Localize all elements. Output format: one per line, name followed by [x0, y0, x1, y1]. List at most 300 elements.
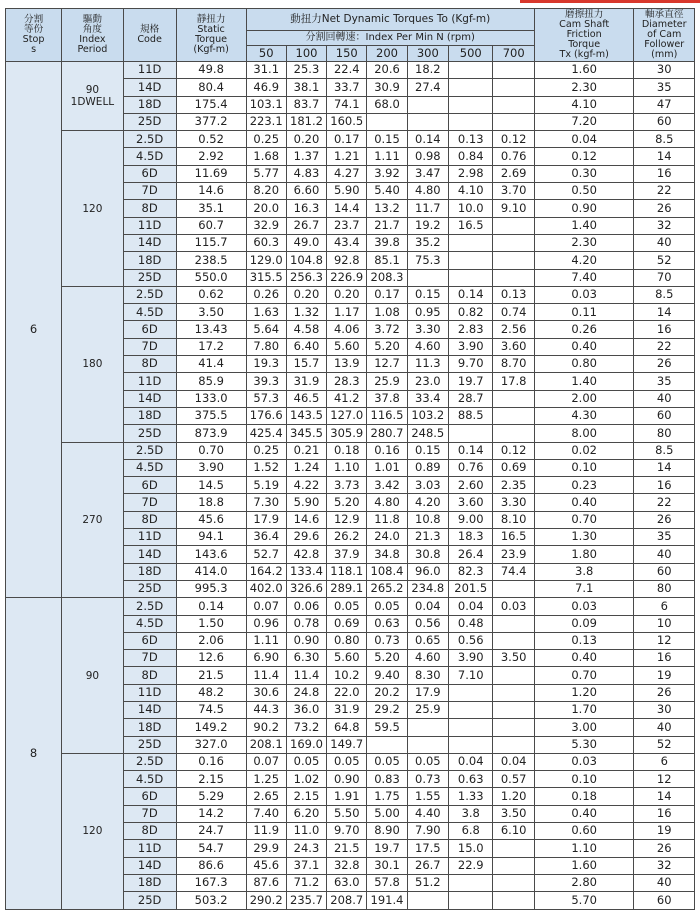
code-cell: 6D [123, 321, 176, 338]
dynamic-torque-cell: 71.2 [286, 874, 326, 891]
dynamic-torque-cell: 26.2 [327, 529, 367, 546]
dynamic-torque-cell: 9.00 [448, 511, 493, 528]
friction-torque-cell: 7.40 [534, 269, 634, 286]
dynamic-torque-cell: 256.3 [286, 269, 326, 286]
dynamic-torque-cell: 64.8 [327, 719, 367, 736]
dynamic-torque-cell: 0.26 [246, 286, 286, 303]
dynamic-torque-cell: 16.3 [286, 200, 326, 217]
dynamic-torque-cell: 5.60 [327, 338, 367, 355]
dynamic-torque-cell: 0.78 [286, 615, 326, 632]
torque-spec-table [5, 8, 695, 910]
header-diameter-line: (mm) [651, 49, 678, 60]
dynamic-torque-cell: 31.9 [327, 701, 367, 718]
dynamic-torque-cell: 3.73 [327, 477, 367, 494]
index-period-line: 270 [82, 513, 103, 526]
dynamic-torque-cell: 3.70 [493, 183, 534, 200]
static-torque-cell: 35.1 [176, 200, 246, 217]
dynamic-torque-cell: 96.0 [407, 563, 448, 580]
code-cell: 25D [123, 269, 176, 286]
header-rpm-value: 500 [448, 46, 493, 62]
friction-torque-cell: 0.10 [534, 771, 634, 788]
dynamic-torque-cell [407, 892, 448, 909]
dynamic-torque-cell: 160.5 [327, 113, 367, 130]
dynamic-torque-cell: 0.21 [286, 442, 326, 459]
static-torque-cell: 24.7 [176, 823, 246, 840]
dynamic-torque-cell: 164.2 [246, 563, 286, 580]
dynamic-torque-cell: 60.3 [246, 234, 286, 251]
code-cell: 8D [123, 356, 176, 373]
dynamic-torque-cell: 181.2 [286, 113, 326, 130]
dynamic-torque-cell: 7.80 [246, 338, 286, 355]
code-cell: 11D [123, 62, 176, 79]
dynamic-torque-cell: 5.40 [367, 183, 407, 200]
dynamic-torque-cell: 11.8 [367, 511, 407, 528]
table-row [6, 753, 695, 770]
dynamic-torque-cell: 0.04 [448, 598, 493, 615]
index-period-line: 90 [85, 669, 100, 682]
dynamic-torque-cell: 4.80 [407, 183, 448, 200]
static-torque-cell: 2.06 [176, 632, 246, 649]
dynamic-torque-cell: 0.95 [407, 304, 448, 321]
static-torque-cell: 414.0 [176, 563, 246, 580]
dynamic-torque-cell [493, 719, 534, 736]
header-rpm-value: 100 [286, 46, 326, 62]
dynamic-torque-cell: 3.42 [367, 477, 407, 494]
follower-diameter-cell: 26 [634, 356, 695, 373]
dynamic-torque-cell: 2.83 [448, 321, 493, 338]
dynamic-torque-cell: 57.3 [246, 390, 286, 407]
dynamic-torque-cell: 25.3 [286, 62, 326, 79]
dynamic-torque-cell: 305.9 [327, 425, 367, 442]
dynamic-torque-cell: 8.90 [367, 823, 407, 840]
dynamic-torque-cell: 14.4 [327, 200, 367, 217]
code-cell: 8D [123, 667, 176, 684]
header-index-period-line: Period [77, 44, 108, 55]
friction-torque-cell: 0.03 [534, 598, 634, 615]
dynamic-torque-cell: 3.50 [493, 805, 534, 822]
dynamic-torque-cell: 46.5 [286, 390, 326, 407]
static-torque-cell: 21.5 [176, 667, 246, 684]
dynamic-torque-cell: 11.9 [246, 823, 286, 840]
static-torque-cell: 0.52 [176, 131, 246, 148]
dynamic-torque-cell: 22.4 [327, 62, 367, 79]
friction-torque-cell: 2.80 [534, 874, 634, 891]
friction-torque-cell: 2.00 [534, 390, 634, 407]
dynamic-torque-cell: 4.40 [407, 805, 448, 822]
dynamic-torque-cell: 10.2 [327, 667, 367, 684]
dynamic-torque-cell: 103.2 [407, 407, 448, 424]
dynamic-torque-cell: 3.8 [448, 805, 493, 822]
dynamic-torque-cell [448, 113, 493, 130]
code-cell: 2.5D [123, 753, 176, 770]
friction-torque-cell: 1.60 [534, 62, 634, 79]
dynamic-torque-cell: 0.96 [246, 615, 286, 632]
code-cell: 8D [123, 200, 176, 217]
friction-torque-cell: 5.30 [534, 736, 634, 753]
static-torque-cell: 41.4 [176, 356, 246, 373]
dynamic-torque-cell [448, 684, 493, 701]
static-torque-cell: 3.90 [176, 459, 246, 476]
dynamic-torque-cell: 68.0 [367, 96, 407, 113]
dynamic-torque-cell [493, 425, 534, 442]
dynamic-torque-cell: 0.05 [327, 753, 367, 770]
dynamic-torque-cell: 18.2 [407, 62, 448, 79]
dynamic-torque-cell: 0.69 [493, 459, 534, 476]
dynamic-torque-cell: 3.60 [493, 338, 534, 355]
dynamic-torque-cell: 0.76 [493, 148, 534, 165]
dynamic-torque-cell: 6.8 [448, 823, 493, 840]
follower-diameter-cell: 16 [634, 650, 695, 667]
dynamic-torque-cell: 0.90 [286, 632, 326, 649]
static-torque-cell: 60.7 [176, 217, 246, 234]
header-friction-line: Tx (kgf-m) [559, 49, 609, 60]
dynamic-torque-cell: 3.30 [407, 321, 448, 338]
follower-diameter-cell: 8.5 [634, 442, 695, 459]
dynamic-torque-cell: 39.8 [367, 234, 407, 251]
code-cell: 14D [123, 546, 176, 563]
header-stops-line: 分割 [23, 14, 44, 25]
follower-diameter-cell: 6 [634, 598, 695, 615]
dynamic-torque-cell [448, 79, 493, 96]
dynamic-torque-cell: 75.3 [407, 252, 448, 269]
dynamic-torque-cell [493, 390, 534, 407]
dynamic-torque-cell: 21.5 [327, 840, 367, 857]
dynamic-torque-cell: 2.98 [448, 165, 493, 182]
friction-torque-cell: 0.09 [534, 615, 634, 632]
dynamic-torque-cell: 108.4 [367, 563, 407, 580]
static-torque-cell: 86.6 [176, 857, 246, 874]
dynamic-torque-cell: 4.06 [327, 321, 367, 338]
dynamic-torque-cell [448, 269, 493, 286]
header-static-torque-line: 靜扭力 [196, 14, 226, 25]
dynamic-torque-cell: 0.20 [286, 286, 326, 303]
dynamic-torque-cell: 15.7 [286, 356, 326, 373]
table-row [6, 131, 695, 148]
friction-torque-cell: 4.20 [534, 252, 634, 269]
dynamic-torque-cell: 28.7 [448, 390, 493, 407]
dynamic-torque-cell: 30.9 [367, 79, 407, 96]
follower-diameter-cell: 32 [634, 217, 695, 234]
static-torque-cell: 149.2 [176, 719, 246, 736]
dynamic-torque-cell: 0.04 [448, 753, 493, 770]
header-code-line: 規格 [140, 24, 160, 35]
code-cell: 6D [123, 632, 176, 649]
dynamic-torque-cell: 226.9 [327, 269, 367, 286]
follower-diameter-cell: 22 [634, 183, 695, 200]
dynamic-torque-cell: 0.74 [493, 304, 534, 321]
dynamic-torque-cell: 12.7 [367, 356, 407, 373]
dynamic-torque-cell [493, 874, 534, 891]
dynamic-torque-cell: 35.2 [407, 234, 448, 251]
dynamic-torque-cell [407, 719, 448, 736]
follower-diameter-cell: 80 [634, 425, 695, 442]
code-cell: 4.5D [123, 304, 176, 321]
static-torque-cell: 49.8 [176, 62, 246, 79]
dynamic-torque-cell: 13.9 [327, 356, 367, 373]
dynamic-torque-cell: 1.11 [367, 148, 407, 165]
dynamic-torque-cell: 2.65 [246, 788, 286, 805]
code-cell: 18D [123, 874, 176, 891]
dynamic-torque-cell: 1.52 [246, 459, 286, 476]
static-torque-cell: 14.6 [176, 183, 246, 200]
dynamic-torque-cell: 5.19 [246, 477, 286, 494]
follower-diameter-cell: 14 [634, 304, 695, 321]
dynamic-torque-cell: 248.5 [407, 425, 448, 442]
dynamic-torque-cell: 7.10 [448, 667, 493, 684]
page-accent-line [520, 0, 700, 3]
dynamic-torque-cell: 19.7 [448, 373, 493, 390]
follower-diameter-cell: 60 [634, 407, 695, 424]
follower-diameter-cell: 26 [634, 684, 695, 701]
static-torque-cell: 14.5 [176, 477, 246, 494]
dynamic-torque-cell: 0.07 [246, 598, 286, 615]
index-period-line: 180 [82, 358, 103, 371]
dynamic-torque-cell: 9.40 [367, 667, 407, 684]
dynamic-torque-cell: 4.80 [367, 494, 407, 511]
friction-torque-cell: 8.00 [534, 425, 634, 442]
static-torque-cell: 133.0 [176, 390, 246, 407]
dynamic-torque-cell: 6.30 [286, 650, 326, 667]
dynamic-torque-cell: 5.20 [367, 338, 407, 355]
code-cell: 18D [123, 96, 176, 113]
dynamic-torque-cell [493, 580, 534, 597]
dynamic-torque-cell: 21.3 [407, 529, 448, 546]
dynamic-torque-cell: 280.7 [367, 425, 407, 442]
dynamic-torque-cell: 6.60 [286, 183, 326, 200]
friction-torque-cell: 0.10 [534, 459, 634, 476]
dynamic-torque-cell: 16.5 [448, 217, 493, 234]
dynamic-torque-cell: 0.14 [407, 131, 448, 148]
dynamic-torque-cell: 0.04 [407, 598, 448, 615]
dynamic-torque-cell: 37.1 [286, 857, 326, 874]
dynamic-torque-cell: 0.15 [407, 442, 448, 459]
friction-torque-cell: 0.60 [534, 823, 634, 840]
code-cell: 14D [123, 701, 176, 718]
header-diameter-line: 軸承直徑 [645, 9, 684, 20]
friction-torque-cell: 0.13 [534, 632, 634, 649]
static-torque-cell: 873.9 [176, 425, 246, 442]
dynamic-torque-cell: 11.7 [407, 200, 448, 217]
friction-torque-cell: 7.20 [534, 113, 634, 130]
header-code-line: Code [137, 34, 162, 45]
dynamic-torque-cell: 7.40 [246, 805, 286, 822]
dynamic-torque-cell: 3.50 [493, 650, 534, 667]
dynamic-torque-cell: 9.70 [448, 356, 493, 373]
dynamic-torque-cell: 33.7 [327, 79, 367, 96]
dynamic-torque-cell: 223.1 [246, 113, 286, 130]
follower-diameter-cell: 16 [634, 477, 695, 494]
dynamic-torque-cell: 0.06 [286, 598, 326, 615]
code-cell: 14D [123, 79, 176, 96]
dynamic-torque-cell [493, 96, 534, 113]
friction-torque-cell: 0.03 [534, 286, 634, 303]
dynamic-torque-cell: 24.8 [286, 684, 326, 701]
dynamic-torque-cell: 30.8 [407, 546, 448, 563]
dynamic-torque-cell: 20.6 [367, 62, 407, 79]
friction-torque-cell: 1.30 [534, 529, 634, 546]
dynamic-torque-cell: 234.8 [407, 580, 448, 597]
code-cell: 6D [123, 477, 176, 494]
dynamic-torque-cell: 30.6 [246, 684, 286, 701]
code-cell: 7D [123, 805, 176, 822]
dynamic-torque-cell [407, 113, 448, 130]
friction-torque-cell: 0.11 [534, 304, 634, 321]
dynamic-torque-cell [493, 615, 534, 632]
friction-torque-cell: 0.40 [534, 805, 634, 822]
follower-diameter-cell: 22 [634, 338, 695, 355]
dynamic-torque-cell: 22.9 [448, 857, 493, 874]
friction-torque-cell: 0.40 [534, 650, 634, 667]
dynamic-torque-cell: 5.20 [327, 494, 367, 511]
dynamic-torque-cell: 23.9 [493, 546, 534, 563]
static-torque-cell: 327.0 [176, 736, 246, 753]
dynamic-torque-cell: 0.73 [407, 771, 448, 788]
code-cell: 14D [123, 390, 176, 407]
dynamic-torque-cell: 0.82 [448, 304, 493, 321]
dynamic-torque-cell: 1.25 [246, 771, 286, 788]
dynamic-torque-cell: 0.15 [407, 286, 448, 303]
dynamic-torque-cell: 8.10 [493, 511, 534, 528]
follower-diameter-cell: 35 [634, 373, 695, 390]
header-stops-line: s [31, 44, 37, 55]
dynamic-torque-cell [367, 113, 407, 130]
dynamic-torque-cell [493, 407, 534, 424]
friction-torque-cell: 0.12 [534, 148, 634, 165]
dynamic-torque-cell: 1.63 [246, 304, 286, 321]
dynamic-torque-cell: 326.6 [286, 580, 326, 597]
dynamic-torque-cell: 1.24 [286, 459, 326, 476]
friction-torque-cell: 5.70 [534, 892, 634, 909]
dynamic-torque-cell: 14.6 [286, 511, 326, 528]
header-static-torque-line: Static [197, 24, 225, 35]
friction-torque-cell: 7.1 [534, 580, 634, 597]
dynamic-torque-cell: 0.20 [286, 131, 326, 148]
follower-diameter-cell: 35 [634, 79, 695, 96]
dynamic-torque-cell: 32.8 [327, 857, 367, 874]
dynamic-torque-cell: 1.21 [327, 148, 367, 165]
dynamic-torque-cell [448, 719, 493, 736]
dynamic-torque-cell [448, 62, 493, 79]
dynamic-torque-cell: 26.7 [407, 857, 448, 874]
dynamic-torque-cell [493, 632, 534, 649]
dynamic-torque-cell: 0.05 [367, 753, 407, 770]
dynamic-torque-cell: 88.5 [448, 407, 493, 424]
dynamic-torque-cell [493, 857, 534, 874]
dynamic-torque-cell [493, 892, 534, 909]
dynamic-torque-cell: 191.4 [367, 892, 407, 909]
friction-torque-cell: 0.70 [534, 667, 634, 684]
static-torque-cell: 94.1 [176, 529, 246, 546]
dynamic-torque-cell: 59.5 [367, 719, 407, 736]
friction-torque-cell: 0.02 [534, 442, 634, 459]
dynamic-torque-cell: 11.3 [407, 356, 448, 373]
dynamic-torque-cell: 32.9 [246, 217, 286, 234]
dynamic-torque-cell: 169.0 [286, 736, 326, 753]
friction-torque-cell: 4.10 [534, 96, 634, 113]
dynamic-torque-cell: 116.5 [367, 407, 407, 424]
friction-torque-cell: 2.30 [534, 79, 634, 96]
dynamic-torque-cell: 104.8 [286, 252, 326, 269]
follower-diameter-cell: 26 [634, 200, 695, 217]
dynamic-torque-cell: 0.63 [367, 615, 407, 632]
dynamic-torque-cell: 4.58 [286, 321, 326, 338]
dynamic-torque-cell: 10.0 [448, 200, 493, 217]
dynamic-torque-cell: 51.2 [407, 874, 448, 891]
dynamic-torque-cell: 208.1 [246, 736, 286, 753]
page-top-strip [0, 0, 700, 8]
dynamic-torque-cell [493, 113, 534, 130]
code-cell: 7D [123, 183, 176, 200]
dynamic-torque-cell: 2.60 [448, 477, 493, 494]
dynamic-torque-cell: 11.0 [286, 823, 326, 840]
dynamic-torque-cell: 208.3 [367, 269, 407, 286]
follower-diameter-cell: 14 [634, 459, 695, 476]
follower-diameter-cell: 52 [634, 252, 695, 269]
friction-torque-cell: 1.80 [534, 546, 634, 563]
follower-diameter-cell: 32 [634, 857, 695, 874]
follower-diameter-cell: 10 [634, 615, 695, 632]
header-friction-line: 磨擦扭力 [564, 9, 604, 20]
static-torque-cell: 17.2 [176, 338, 246, 355]
follower-diameter-cell: 19 [634, 667, 695, 684]
header-rpm-value: 150 [327, 46, 367, 62]
dynamic-torque-cell: 4.27 [327, 165, 367, 182]
dynamic-torque-cell: 425.4 [246, 425, 286, 442]
dynamic-torque-cell: 43.4 [327, 234, 367, 251]
follower-diameter-cell: 14 [634, 788, 695, 805]
friction-torque-cell: 3.8 [534, 563, 634, 580]
dynamic-torque-cell: 5.00 [367, 805, 407, 822]
dynamic-torque-cell: 176.6 [246, 407, 286, 424]
code-cell: 7D [123, 650, 176, 667]
dynamic-torque-cell: 24.0 [367, 529, 407, 546]
follower-diameter-cell: 8.5 [634, 286, 695, 303]
dynamic-torque-cell: 0.14 [448, 442, 493, 459]
dynamic-torque-cell: 4.22 [286, 477, 326, 494]
header-stops [6, 9, 62, 62]
dynamic-torque-cell: 0.15 [367, 131, 407, 148]
dynamic-torque-cell [493, 252, 534, 269]
dynamic-torque-cell: 5.60 [327, 650, 367, 667]
dynamic-torque-cell: 315.5 [246, 269, 286, 286]
dynamic-torque-cell [448, 701, 493, 718]
dynamic-torque-cell: 7.30 [246, 494, 286, 511]
code-cell: 18D [123, 252, 176, 269]
dynamic-torque-cell [448, 425, 493, 442]
header-friction-line: Torque [568, 39, 601, 50]
code-cell: 11D [123, 373, 176, 390]
dynamic-torque-cell: 0.90 [327, 771, 367, 788]
code-cell: 25D [123, 113, 176, 130]
index-period-line: 1DWELL [70, 96, 115, 109]
dynamic-torque-cell: 8.30 [407, 667, 448, 684]
dynamic-torque-cell: 6.20 [286, 805, 326, 822]
dynamic-torque-cell [493, 667, 534, 684]
static-torque-cell: 13.43 [176, 321, 246, 338]
code-cell: 2.5D [123, 598, 176, 615]
follower-diameter-cell: 30 [634, 62, 695, 79]
dynamic-torque-cell [493, 79, 534, 96]
code-cell: 25D [123, 892, 176, 909]
dynamic-torque-cell: 19.2 [407, 217, 448, 234]
follower-diameter-cell: 40 [634, 719, 695, 736]
dynamic-torque-cell: 1.17 [327, 304, 367, 321]
follower-diameter-cell: 19 [634, 823, 695, 840]
follower-diameter-cell: 26 [634, 840, 695, 857]
follower-diameter-cell: 16 [634, 321, 695, 338]
dynamic-torque-cell: 73.2 [286, 719, 326, 736]
friction-torque-cell: 0.50 [534, 183, 634, 200]
